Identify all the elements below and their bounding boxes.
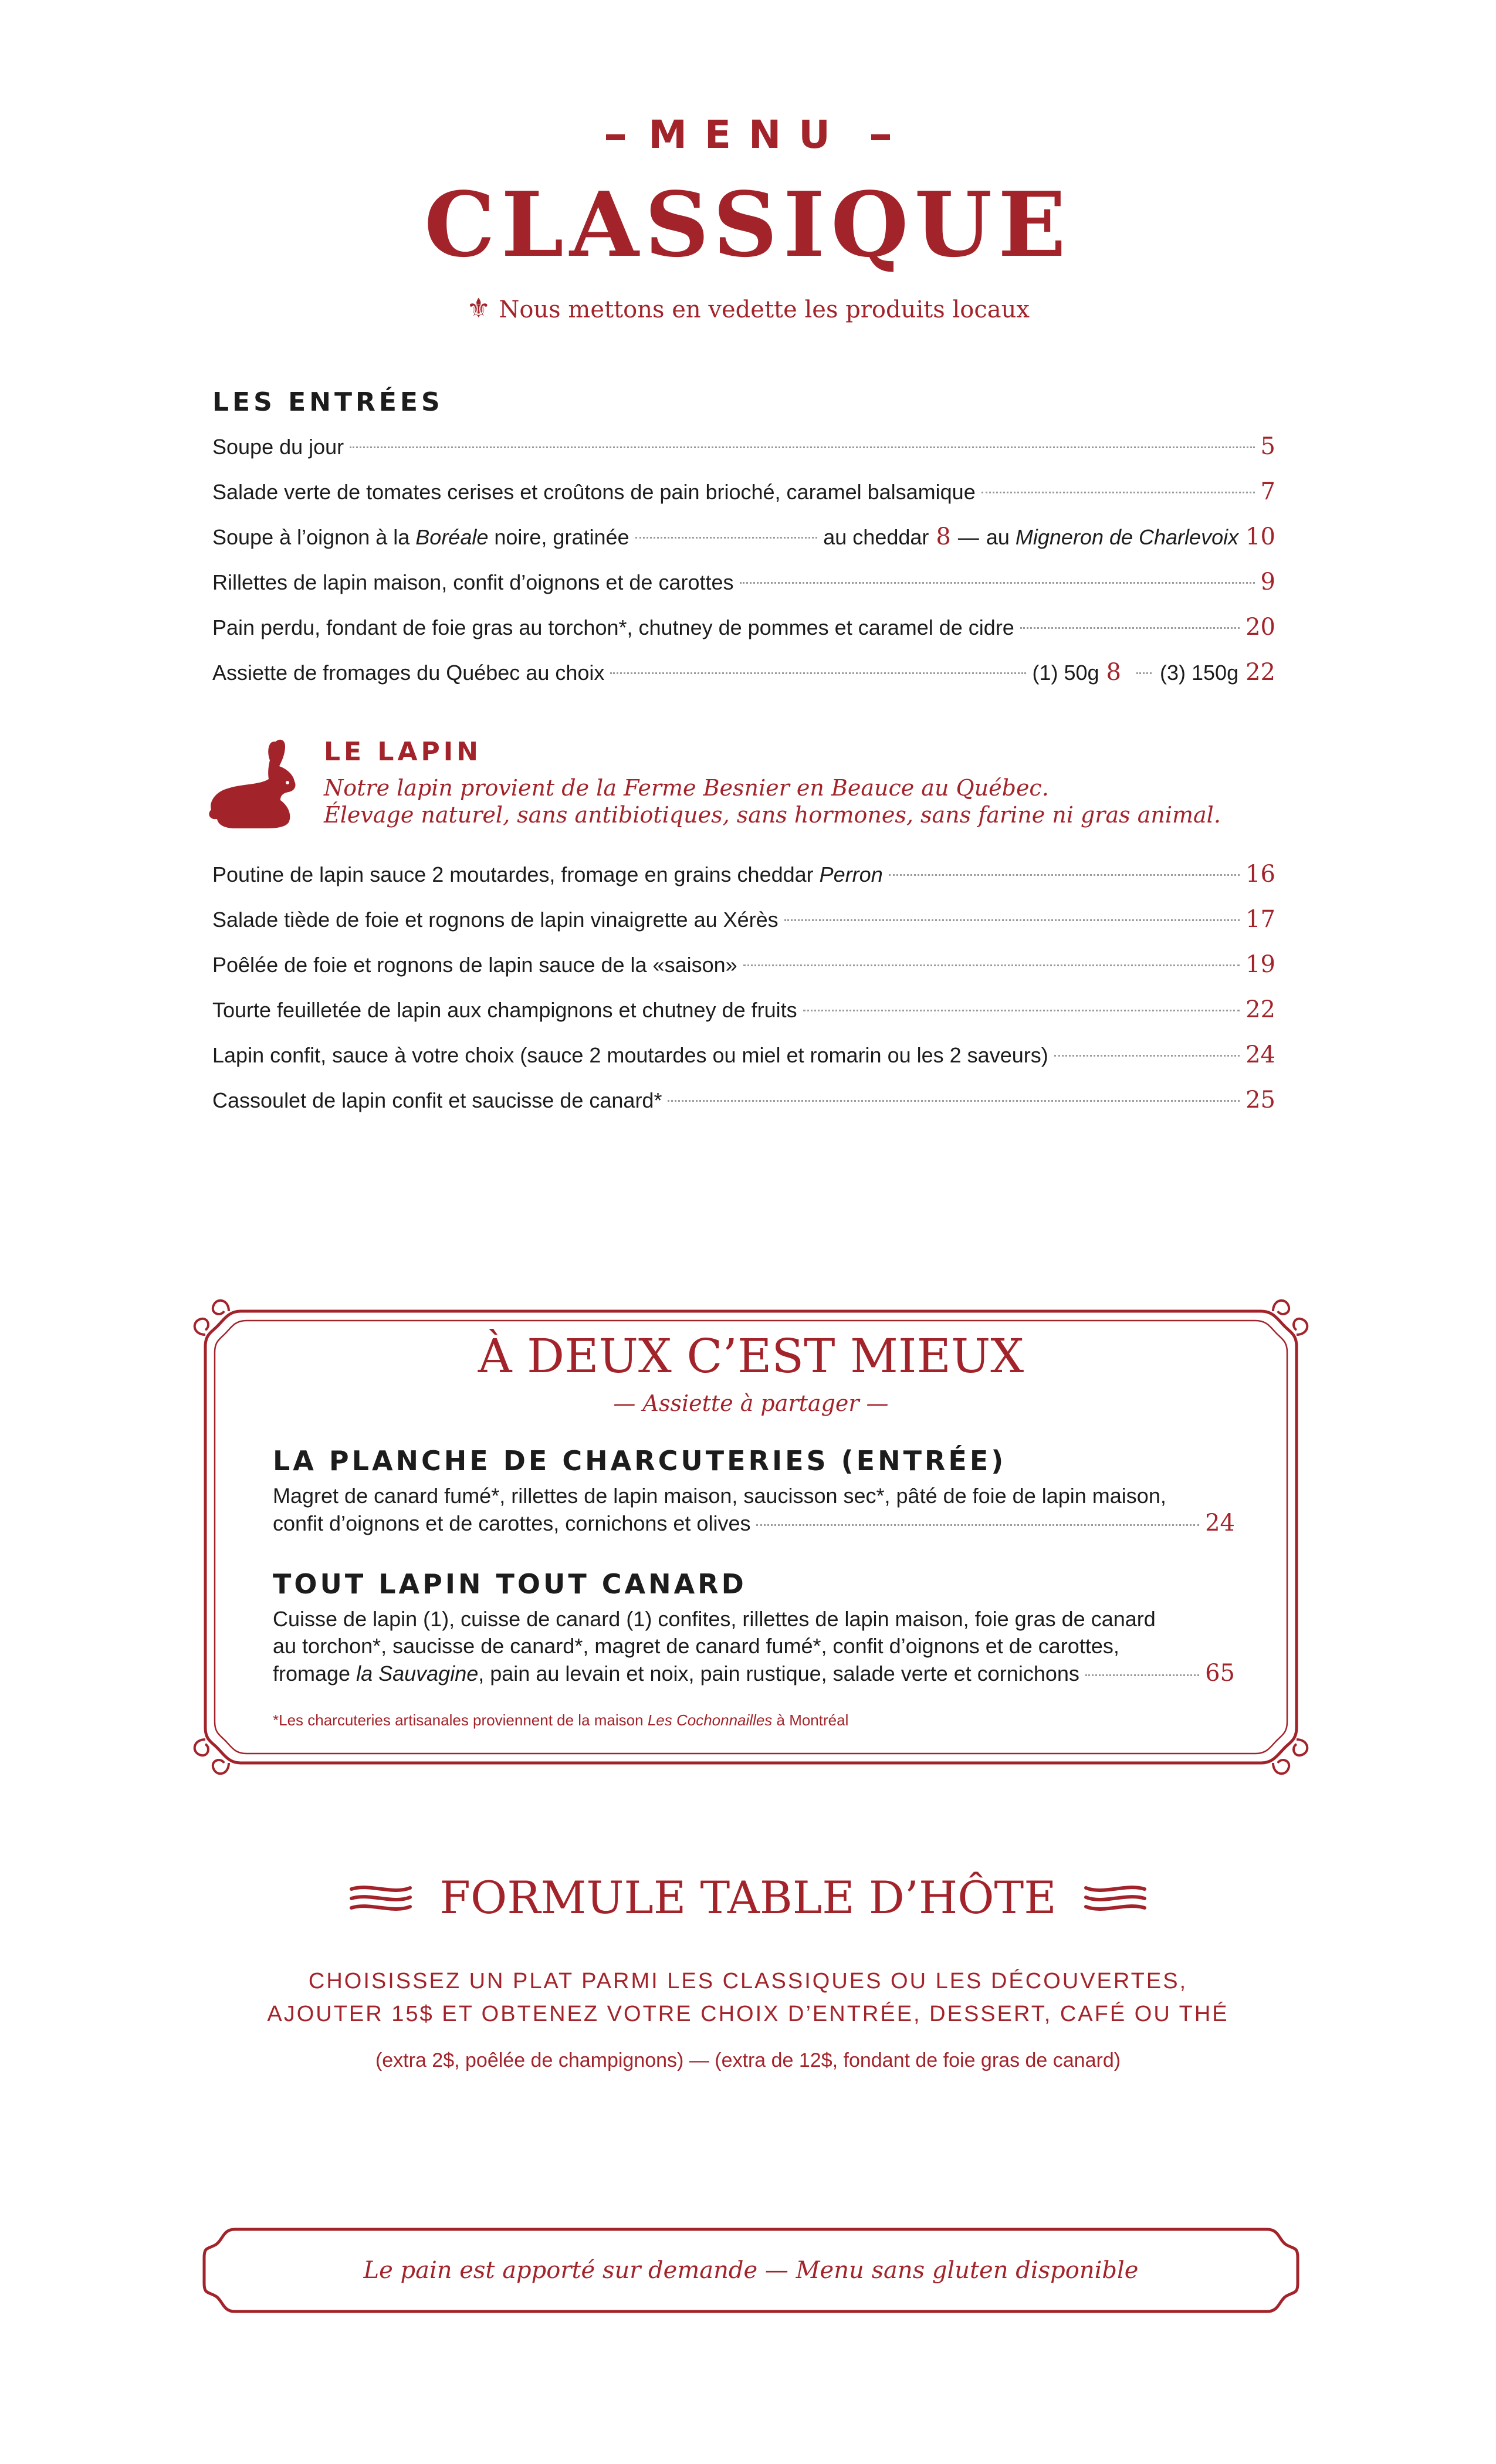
item-name: Tourte feuilletée de lapin aux champignons et chutney de fruits: [212, 998, 797, 1022]
item-option: au cheddar: [823, 525, 929, 549]
leader-dots: [610, 672, 1026, 674]
item-price: 20: [1245, 614, 1275, 641]
menu-item: [212, 424, 1275, 469]
menu-item: [212, 469, 1275, 515]
description-line: Cuisse de lapin (1), cuisse de canard (1) confites, rillettes de lapin maison, foie gras de canard: [273, 1607, 1156, 1631]
section-lapin: [212, 852, 1275, 1123]
footer-banner: [199, 2223, 1302, 2317]
fleur-de-lis-icon: ⚜: [466, 292, 491, 324]
item-name: Soupe à l’oignon à la Boréale noire, gratinée: [212, 525, 629, 549]
leader-dots: [1085, 1674, 1199, 1676]
description-text: fromage la Sauvagine, pain au levain et noix, pain rustique, salade verte et cornichons: [273, 1661, 1079, 1685]
leader-dots: [740, 582, 1255, 584]
table-dhote-line: AJOUTER 15$ ET OBTENEZ VOTRE CHOIX D’ENTRÉE, DESSERT, CAFÉ OU THÉ: [267, 2002, 1229, 2026]
item-option: (1) 50g: [1032, 661, 1099, 685]
lapin-description-line: Élevage naturel, sans antibiotiques, sans hormones, sans farine ni gras animal.: [324, 802, 1221, 828]
tagline-text: Nous mettons en vedette les produits locaux: [499, 296, 1030, 323]
leader-dots: [756, 1524, 1199, 1526]
leader-dots: [743, 964, 1240, 966]
item-option-price: 8: [1106, 659, 1121, 686]
item-option: au Migneron de Charlevoix: [986, 525, 1239, 549]
sharing-subtitle: — Assiette à partager —: [613, 1390, 889, 1416]
item-price: 5: [1260, 433, 1275, 460]
section-title-lapin: LE LAPIN: [324, 737, 482, 767]
dash-right: [871, 134, 890, 140]
flourish-left-icon: [346, 1877, 416, 1918]
description-text: confit d’oignons et de carottes, cornichons et olives: [273, 1511, 751, 1535]
item-price: 25: [1245, 1087, 1275, 1113]
flourish-right-icon: [1080, 1877, 1150, 1918]
table-dhote-section: [0, 1871, 1496, 2072]
item-price: 9: [1260, 568, 1275, 595]
dash-left: [606, 134, 625, 140]
sharing-item-title: LA PLANCHE DE CHARCUTERIES (ENTRÉE): [273, 1445, 1007, 1477]
leader-dots: [635, 537, 818, 539]
menu-header: [0, 106, 1496, 324]
leader-dots: [1054, 1055, 1240, 1057]
sharing-item: [273, 1445, 1235, 1537]
menu-item: [212, 897, 1275, 942]
sharing-title: À DEUX C’EST MIEUX: [478, 1329, 1024, 1383]
item-name: Assiette de fromages du Québec au choix: [212, 661, 605, 685]
item-price: 19: [1245, 951, 1275, 978]
description-line: Magret de canard fumé*, rillettes de lapin maison, saucisson sec*, pâté de foie de lapin maison,: [273, 1484, 1166, 1508]
lapin-header: [207, 737, 1321, 837]
item-option-price: 8: [936, 523, 951, 550]
leader-dots: [668, 1100, 1240, 1102]
menu-item: [212, 560, 1275, 605]
item-name: Pain perdu, fondant de foie gras au torchon*, chutney de pommes et caramel de cidre: [212, 615, 1014, 639]
menu-item: [212, 605, 1275, 650]
item-name: Poêlée de foie et rognons de lapin sauce de la «saison»: [212, 953, 737, 977]
item-option: (3) 150g: [1160, 661, 1239, 685]
charcuterie-note: *Les charcuteries artisanales proviennent de la maison Les Cochonnailles à Montréal: [273, 1711, 849, 1729]
sharing-box: [188, 1294, 1314, 1781]
item-price: 7: [1260, 478, 1275, 505]
item-price: 24: [1245, 1041, 1275, 1068]
menu-item: [212, 515, 1275, 560]
table-dhote-title-row: [0, 1871, 1496, 1924]
menu-item: [212, 942, 1275, 987]
leader-dots: [803, 1010, 1240, 1011]
section-title-entrees: LES ENTRÉES: [212, 387, 444, 417]
leader-dots: [1136, 672, 1152, 674]
leader-dots: [350, 446, 1254, 448]
lapin-description: [324, 774, 1221, 828]
item-name: Rillettes de lapin maison, confit d’oignons et de carottes: [212, 570, 734, 594]
item-name: Salade verte de tomates cerises et croûtons de pain brioché, caramel balsamique: [212, 480, 976, 504]
table-dhote-line: CHOISISSEZ UN PLAT PARMI LES CLASSIQUES OU LES DÉCOUVERTES,: [308, 1969, 1188, 1993]
item-name: Cassoulet de lapin confit et saucisse de canard*: [212, 1088, 662, 1112]
menu-word: [0, 106, 1496, 164]
leader-dots: [981, 492, 1255, 493]
item-option-price: 22: [1245, 659, 1275, 686]
item-name: Salade tiède de foie et rognons de lapin vinaigrette au Xérès: [212, 908, 779, 932]
menu-item: [212, 852, 1275, 897]
leader-dots: [784, 919, 1240, 921]
option-separator: —: [957, 525, 979, 549]
description-line: [273, 1509, 1235, 1537]
lapin-description-line: Notre lapin provient de la Ferme Besnier en Beauce au Québec.: [324, 775, 1049, 801]
sharing-item-description: [273, 1606, 1235, 1687]
menu-word-text: MENU: [648, 112, 848, 157]
item-price: 22: [1245, 996, 1275, 1023]
sharing-item: [273, 1568, 1235, 1687]
menu-item: [212, 1033, 1275, 1078]
tagline: [0, 292, 1496, 324]
leader-dots: [889, 874, 1240, 876]
item-price: 24: [1205, 1509, 1235, 1536]
item-name: Lapin confit, sauce à votre choix (sauce 2 moutardes ou miel et romarin ou les 2 saveurs): [212, 1043, 1048, 1067]
sharing-item-description: [273, 1483, 1235, 1537]
footer-text: Le pain est apporté sur demande — Menu sans gluten disponible: [363, 2257, 1139, 2284]
table-dhote-extras: (extra 2$, poêlée de champignons) — (extra de 12$, fondant de foie gras de canard): [375, 2049, 1121, 2072]
item-option-price: 10: [1245, 523, 1275, 550]
description-line: au torchon*, saucisse de canard*, magret de canard fumé*, confit d’oignons et de carottes,: [273, 1634, 1119, 1658]
item-price: 65: [1205, 1660, 1235, 1687]
rabbit-icon: [207, 737, 306, 831]
sharing-item-title: TOUT LAPIN TOUT CANARD: [273, 1568, 747, 1600]
item-name: Poutine de lapin sauce 2 moutardes, fromage en grains cheddar Perron: [212, 862, 883, 886]
section-entrees: [212, 387, 1275, 695]
menu-item: [212, 650, 1275, 695]
description-line: [273, 1660, 1235, 1687]
leader-dots: [1020, 627, 1240, 629]
item-price: 16: [1245, 861, 1275, 888]
table-dhote-title: FORMULE TABLE D’HÔTE: [439, 1871, 1057, 1924]
menu-item: [212, 987, 1275, 1033]
menu-item: [212, 1078, 1275, 1123]
page-title: CLASSIQUE: [424, 172, 1072, 277]
item-name: Soupe du jour: [212, 435, 344, 459]
item-price: 17: [1245, 906, 1275, 933]
